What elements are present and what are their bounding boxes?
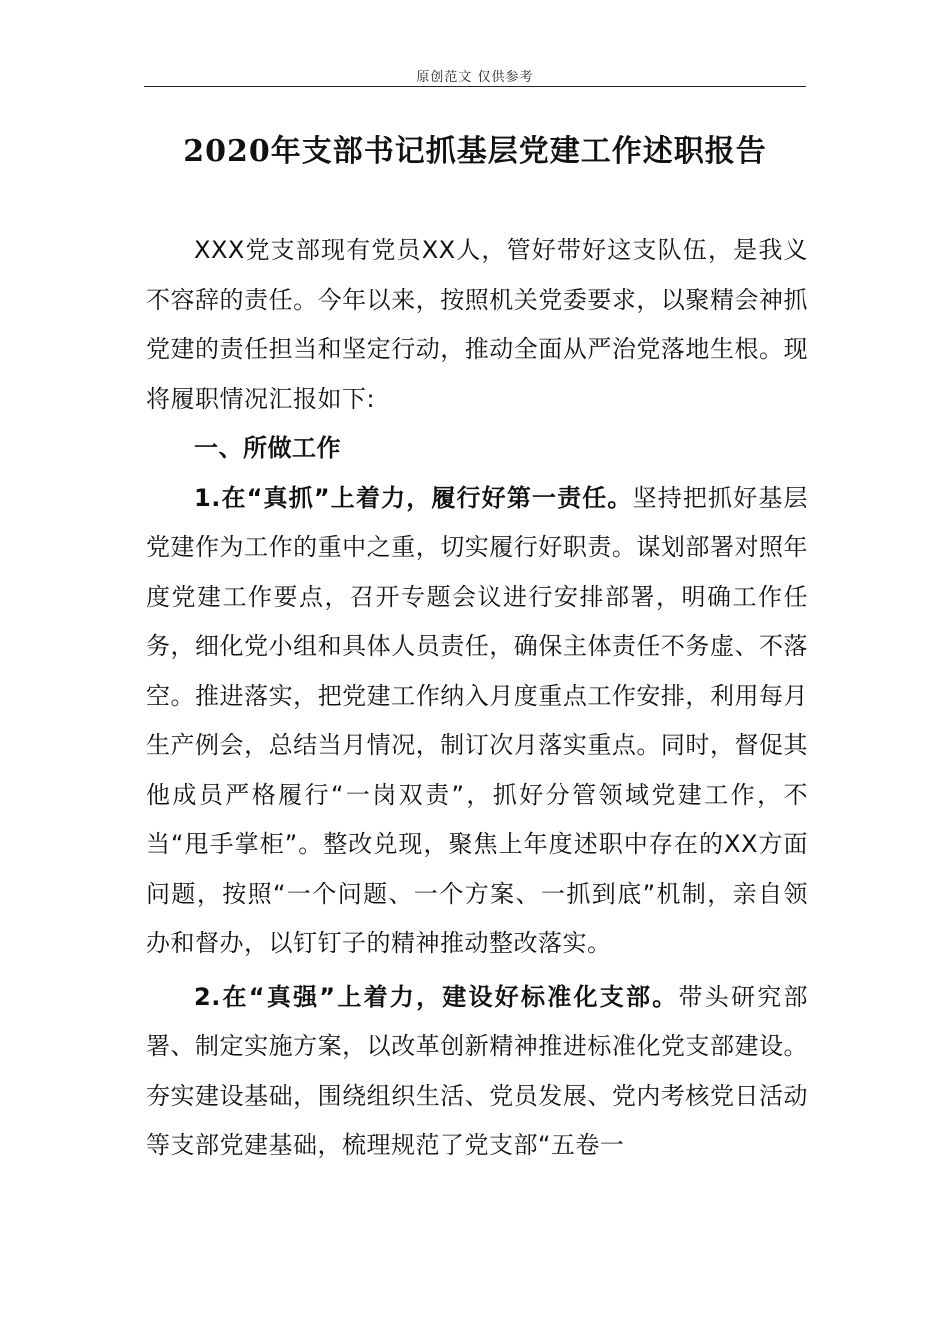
item-1-paragraph (146, 474, 808, 969)
item-2-body: 带头研究部署、制定实施方案，以改革创新精神推进标准化党支部建设。夯实建设基础，围绕组织生活、党员发展、党内考核党日活动等支部党建基础，梳理规范了党支部“五卷一 (146, 982, 808, 1159)
document-body (146, 226, 808, 1171)
item-2-paragraph (146, 973, 808, 1171)
item-2-lead: 2.在“真强”上着力，建设好标准化支部。 (194, 982, 679, 1011)
header-note: 原创范文 仅供参考 (416, 70, 534, 85)
header-divider (144, 86, 806, 87)
item-1-lead: 1.在“真抓”上着力，履行好第一责任。 (194, 483, 633, 512)
item-1-body: 坚持把抓好基层党建作为工作的重中之重，切实履行好职责。谋划部署对照年度党建工作要点，召开专题会议进行安排部署，明确工作任务，细化党小组和具体人员责任，确保主体责任不务虚、不落空。推进落实，把党建工作纳入月度重点工作安排，利用每月生产例会，总结当月情况，制订次月落实重点。同时，督促其他成员严格履行“一岗双责”，抓好分管领域党建工作，不当“甩手掌柜”。整改兑现，聚焦上年度述职中存在的XX方面问题，按照“一个问题、一个方案、一抓到底”机制，亲自领办和督办，以钉钉子的精神推动整改落实。 (146, 483, 808, 957)
intro-paragraph: XXX党支部现有党员XX人，管好带好这支队伍，是我义不容辞的责任。今年以来，按照机关党委要求，以聚精会神抓党建的责任担当和坚定行动，推动全面从严治党落地生根。现将履职情况汇报如下: (146, 236, 808, 413)
document-title: 2020年支部书记抓基层党建工作述职报告 (183, 134, 767, 169)
section-heading: 一、所做工作 (194, 434, 341, 462)
